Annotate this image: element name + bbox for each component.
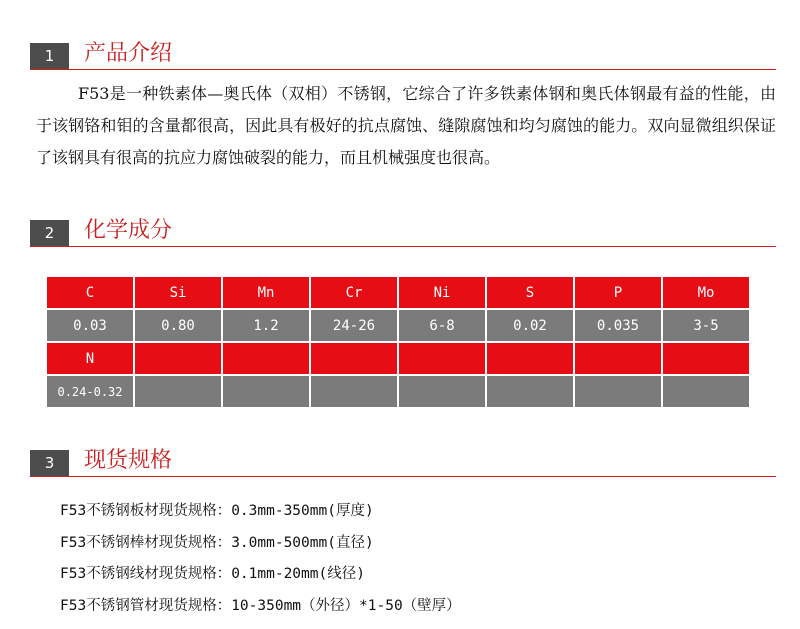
value-cell: 0.24-0.32 (47, 376, 133, 407)
value-cell (135, 376, 221, 407)
value-cell: 0.02 (487, 310, 573, 341)
element-cell (663, 343, 749, 374)
spec-item-wire: F53不锈钢线材现货规格：0.1mm-20mm(线径) (60, 566, 365, 582)
spec-item-pipe: F53不锈钢管材现货规格：10-350mm（外径）*1-50（壁厚） (60, 597, 461, 614)
value-row (47, 310, 749, 341)
section-header-composition (30, 217, 776, 247)
value-cell: 0.03 (47, 310, 133, 341)
element-cell (311, 343, 397, 374)
value-cell (223, 376, 309, 407)
value-cell (663, 376, 749, 407)
element-cell (223, 343, 309, 374)
element-cell: N (47, 343, 133, 374)
element-cell: Mn (223, 277, 309, 308)
section-divider (30, 246, 776, 247)
value-cell: 1.2 (223, 310, 309, 341)
section-number: 3 (30, 450, 69, 476)
element-cell (399, 343, 485, 374)
product-intro-paragraph: F53是一种铁素体—奥氏体（双相）不锈钢，它综合了许多铁素体钢和奥氏体钢最有益的性能，由于该钢铬和钼的含量都很高，因此具有极好的抗点腐蚀、缝隙腐蚀和均匀腐蚀的能力。双向显微组织保证了该钢具有很高的抗应力腐蚀破裂的能力，而且机械强度也很高。 (36, 84, 776, 167)
value-cell (311, 376, 397, 407)
spec-item-bar: F53不锈钢棒材现货规格：3.0mm-500mm(直径) (60, 534, 374, 551)
section-title: 现货规格 (84, 448, 173, 473)
element-cell (487, 343, 573, 374)
section-divider (30, 476, 776, 477)
section-title: 化学成分 (84, 218, 173, 243)
section-number: 2 (30, 220, 69, 246)
value-cell (399, 376, 485, 407)
element-cell (575, 343, 661, 374)
section-header-specs (30, 447, 776, 477)
value-cell: 0.035 (575, 310, 661, 341)
element-cell: Mo (663, 277, 749, 308)
element-header-row (47, 343, 749, 374)
value-cell (575, 376, 661, 407)
element-cell: Ni (399, 277, 485, 308)
element-cell: P (575, 277, 661, 308)
spec-list (60, 496, 461, 622)
element-cell: Si (135, 277, 221, 308)
section-title: 产品介绍 (84, 41, 173, 66)
section-divider (30, 69, 776, 70)
element-cell: S (487, 277, 573, 308)
element-cell: Cr (311, 277, 397, 308)
value-cell: 0.80 (135, 310, 221, 341)
value-cell (487, 376, 573, 407)
value-cell: 3-5 (663, 310, 749, 341)
value-cell: 24-26 (311, 310, 397, 341)
element-header-row (47, 277, 749, 308)
spec-item-plate: F53不锈钢板材现货规格：0.3mm-350mm(厚度) (60, 503, 374, 519)
value-row (47, 376, 749, 407)
element-cell (135, 343, 221, 374)
element-cell: C (47, 277, 133, 308)
section-header-intro (30, 40, 776, 70)
value-cell: 6-8 (399, 310, 485, 341)
composition-table (45, 275, 751, 409)
section-number: 1 (30, 43, 69, 69)
